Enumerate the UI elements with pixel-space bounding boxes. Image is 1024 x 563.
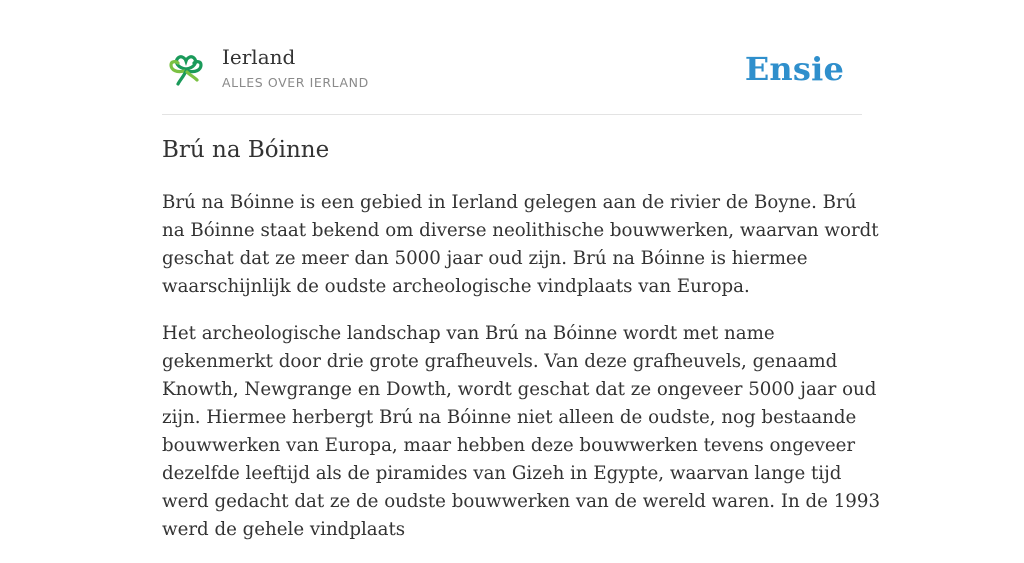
site-header	[162, 38, 862, 115]
article-paragraph: Brú na Bóinne is een gebied in Ierland gelegen aan de rivier de Boyne. Brú na Bóinne staat bekend om diverse neolithische bouwwerken, waarvan wordt geschat dat ze meer dan 5000 jaar oud zijn. Brú na Bóinne is hiermee waarschijnlijk de oudste archeologische vindplaats van Europa.	[162, 192, 879, 297]
site-name[interactable]: Ierland	[222, 45, 296, 69]
site-tagline: ALLES OVER IERLAND	[222, 75, 369, 90]
article-body	[162, 189, 882, 563]
page-title: Brú na Bóinne	[162, 137, 330, 163]
shamrock-icon[interactable]	[166, 51, 206, 91]
brand-logo[interactable]: Ensie	[744, 50, 844, 88]
article-paragraph: Het archeologische landschap van Brú na Bóinne wordt met name gekenmerkt door drie grote grafheuvels. Van deze grafheuvels, genaamd Knowth, Newgrange en Dowth, wordt geschat dat ze ongeveer 5000 jaar oud zijn. Hiermee herbergt Brú na Bóinne niet alleen de oudste, nog bestaande bouwwerken van Europa, maar hebben deze bouwwerken tevens ongeveer dezelfde leeftijd als de piramides van Gizeh in Egypte, waarvan lange tijd werd gedacht dat ze de oudste bouwwerken van de wereld waren. In de 1993 werd de gehele vindplaats	[162, 323, 881, 540]
